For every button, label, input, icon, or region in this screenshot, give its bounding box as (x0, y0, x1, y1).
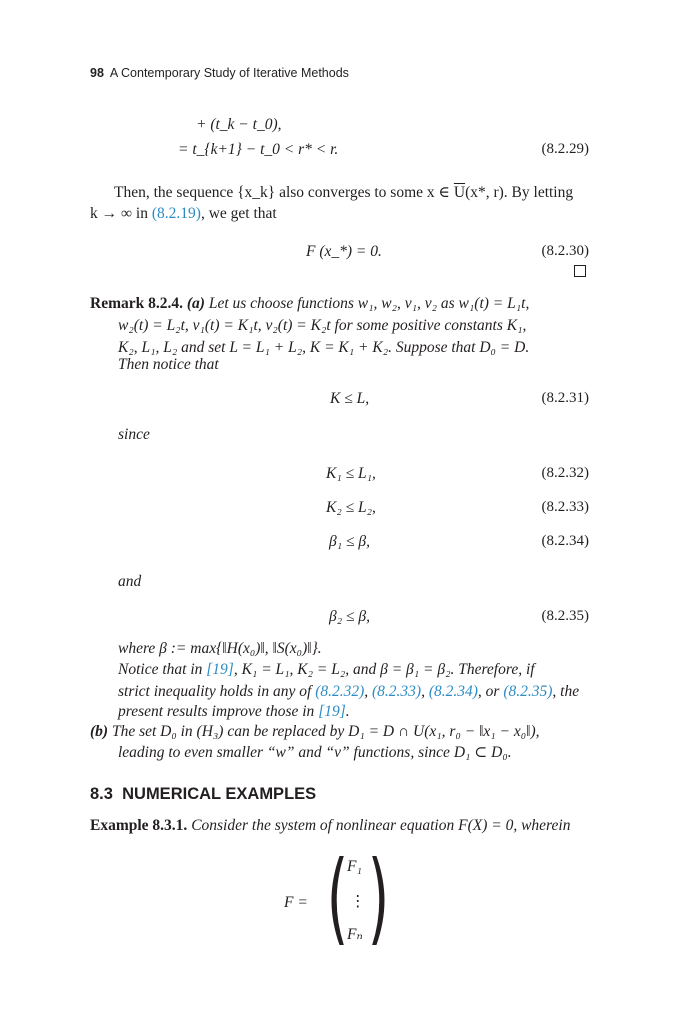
right-paren: ) (367, 839, 390, 956)
eq-8230-number: (8.2.30) (541, 243, 589, 259)
notice-line3 (118, 703, 350, 721)
notice-l2-pre: strict inequality holds in any of (118, 683, 316, 700)
notice-line2: strict inequality holds in any of (8.2.32), (8.2.33), (8.2.34), or (8.2.35), the (118, 683, 580, 700)
notice-l2-post: , the (552, 683, 580, 700)
remark-line2: w₂(t) = L₂t, v₁(t) = K₁t, v₂(t) = K₂t for some positive constants K₁, (118, 317, 527, 334)
eq-8229 (178, 141, 338, 159)
qed-box (574, 265, 586, 277)
para-line2-pre: k → ∞ in (90, 205, 152, 222)
remark-line3: K₂, L₁, L₂ and set L = L₁ + L₂, K = K₁ + K₂. Suppose that D₀ = D. (118, 339, 530, 356)
section-heading (90, 785, 316, 804)
eq-8233: K₂ ≤ L₂, (326, 499, 376, 516)
cite-8219[interactable]: (8.2.19) (151, 205, 201, 222)
eq-8234-number: (8.2.34) (541, 533, 589, 549)
part-b-text-1: The set D₀ in (H₃) can be replaced by D₁ = D ∩ U(x₁, r₀ − ‖x₁ − x₀‖), (111, 723, 540, 740)
cite-19-b[interactable]: [19] (318, 703, 346, 720)
left-paren: ( (326, 839, 349, 956)
remark-line1 (90, 295, 529, 313)
eq-8231-number: (8.2.31) (541, 390, 589, 406)
part-b-line2: leading to even smaller “w” and “v” functions, since D₁ ⊂ D₀. (118, 744, 512, 761)
part-b-label: (b) (90, 723, 109, 740)
remark-text-1: Let us choose functions w₁, w₂, v₁, v₂ as w₁(t) = L₁t, (208, 295, 530, 312)
notice-line1 (118, 661, 535, 679)
notice-l2-or: , or (477, 683, 504, 700)
eq-8229-line2: = t_{k+1} − t_0 < r* < r. (178, 141, 339, 158)
eq-8231: K ≤ L, (330, 390, 370, 407)
para-line1 (114, 183, 573, 202)
eq-8232: K₁ ≤ L₁, (326, 465, 376, 482)
cite-8232[interactable]: (8.2.32) (315, 683, 365, 700)
para-line1-post: (x*, r). By letting (465, 184, 574, 201)
eq-8230: F (x_*) = 0. (306, 243, 382, 260)
matrix-lhs: F = (284, 894, 308, 911)
cite-19-a[interactable]: [19] (206, 661, 234, 678)
remark-title: Remark 8.2.4. (90, 295, 183, 312)
eq-8229-number: (8.2.29) (541, 141, 589, 157)
section-number: 8.3 (90, 785, 113, 803)
cite-8235[interactable]: (8.2.35) (503, 683, 553, 700)
cite-8233[interactable]: (8.2.33) (372, 683, 422, 700)
eq-8232-number: (8.2.32) (541, 465, 589, 481)
eq-8233-number: (8.2.33) (541, 499, 589, 515)
and-word: and (118, 573, 142, 590)
remark-part-a: (a) (186, 295, 205, 312)
example-title: Example 8.3.1. (90, 817, 188, 834)
notice-l1-pre: Notice that in (118, 661, 207, 678)
para-line1-pre: Then, the sequence {x_k} also converges to some x ∈ (114, 184, 454, 201)
eq-8234: β₁ ≤ β, (329, 533, 370, 550)
notice-l1-post: , K₁ = L₁, K₂ = L₂, and β = β₁ = β₂. Therefore, if (233, 661, 535, 678)
matrix-top-entry: F₁ (347, 858, 362, 875)
page-number: 98 (90, 66, 104, 80)
since-word: since (118, 426, 150, 443)
matrix-dots: ⋮ (350, 893, 366, 910)
example-line (90, 817, 570, 835)
para-line2 (90, 205, 277, 223)
running-header (90, 66, 349, 80)
matrix-bottom-entry: Fₙ (347, 926, 363, 943)
section-title: NUMERICAL EXAMPLES (122, 785, 317, 803)
part-b-line1 (90, 723, 540, 741)
notice-l3-post: . (345, 703, 350, 720)
eq-8235: β₂ ≤ β, (329, 608, 370, 625)
eq-8235-number: (8.2.35) (541, 608, 589, 624)
eq-8229-line1: + (t_k − t_0), (196, 116, 282, 133)
para-line2-post: , we get that (200, 205, 277, 222)
example-text: Consider the system of nonlinear equation F(X) = 0, wherein (191, 817, 571, 834)
eq-continuation-line1 (196, 116, 282, 134)
notice-l3-pre: present results improve those in (118, 703, 319, 720)
running-title: A Contemporary Study of Iterative Methods (109, 66, 349, 80)
remark-line4: Then notice that (118, 356, 219, 373)
cite-8234[interactable]: (8.2.34) (428, 683, 478, 700)
closure-U: $\overline{U}$ (453, 184, 466, 201)
where-line: where β := max{‖H(x₀)‖, ‖S(x₀)‖}. (118, 640, 322, 657)
